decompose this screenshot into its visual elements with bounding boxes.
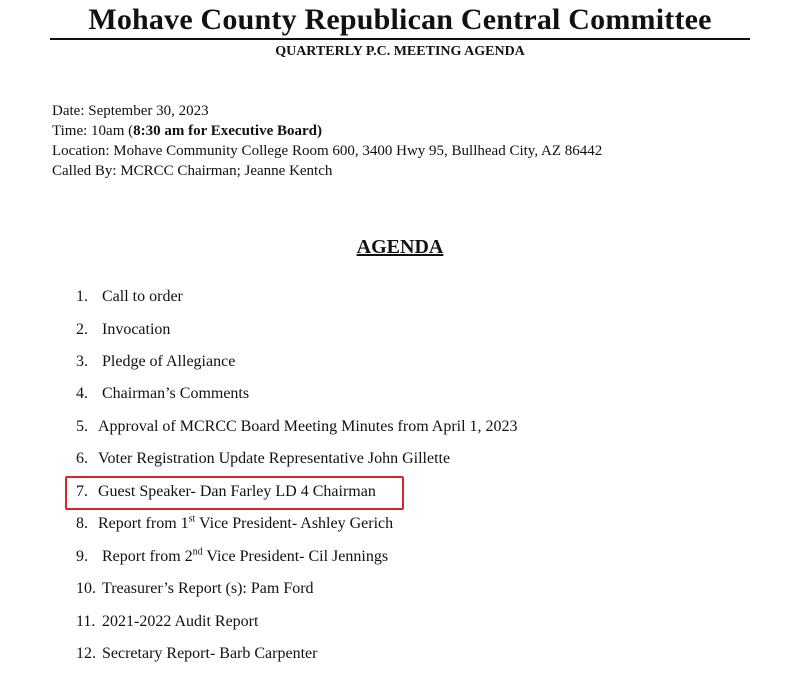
agenda-item-text: Guest Speaker- Dan Farley LD 4 Chairman (98, 483, 376, 500)
agenda-item (76, 352, 235, 372)
agenda-item-number: 8. (76, 515, 88, 532)
meeting-time-prefix: Time: 10am ( (52, 123, 134, 139)
agenda-item-text: Voter Registration Update Representative John Gillette (98, 450, 451, 467)
agenda-item-number: 10. (76, 580, 96, 597)
meeting-called-by: Called By: MCRCC Chairman; Jeanne Kentch (52, 163, 333, 179)
agenda-item (76, 417, 518, 437)
agenda-item (76, 287, 183, 307)
agenda-item (76, 579, 314, 599)
committee-title: Mohave County Republican Central Committee (88, 3, 712, 36)
meeting-details (52, 101, 602, 181)
agenda-item-text: Approval of MCRCC Board Meeting Minutes from April 1, 2023 (98, 418, 518, 435)
agenda-item-number: 7. (76, 483, 88, 500)
meeting-time (52, 121, 602, 141)
agenda-item-text: Pledge of Allegiance (102, 353, 236, 370)
agenda-item (76, 449, 450, 469)
agenda-item-text-start: Report from 2 (102, 548, 193, 565)
highlight-box (65, 476, 404, 510)
agenda-item-text: Invocation (102, 321, 171, 338)
agenda-item (76, 644, 317, 664)
agenda-item-text: Chairman’s Comments (102, 385, 250, 402)
agenda-item (76, 514, 393, 534)
agenda-item-number: 3. (76, 353, 88, 370)
agenda-item-number: 12. (76, 645, 96, 662)
document-subtitle: QUARTERLY P.C. MEETING AGENDA (275, 44, 525, 59)
agenda-item (76, 612, 258, 632)
agenda-item-text: 2021-2022 Audit Report (102, 613, 259, 630)
agenda-item-number: 2. (76, 321, 88, 338)
agenda-item-text-end: Vice President- Ashley Gerich (195, 515, 394, 532)
agenda-item-text-start: Report from 1 (98, 515, 189, 532)
meeting-time-executive: 8:30 am for Executive Board) (133, 123, 322, 139)
agenda-item-text-end: Vice President- Cil Jennings (202, 548, 389, 565)
agenda-item (76, 384, 249, 404)
agenda-item-number: 9. (76, 548, 88, 565)
agenda-item-text: Call to order (102, 288, 183, 305)
agenda-item-number: 5. (76, 418, 88, 435)
agenda-item-number: 1. (76, 288, 88, 305)
agenda-item (76, 320, 170, 340)
ordinal-suffix: nd (192, 546, 203, 558)
agenda-item-number: 4. (76, 385, 88, 402)
meeting-location: Location: Mohave Community College Room 600, 3400 Hwy 95, Bullhead City, AZ 86442 (52, 143, 603, 159)
agenda-item-text: Secretary Report- Barb Carpenter (102, 645, 318, 662)
agenda-item-text: Treasurer’s Report (s): Pam Ford (102, 580, 314, 597)
agenda-item (76, 547, 388, 567)
meeting-date: Date: September 30, 2023 (52, 103, 209, 119)
agenda-heading: AGENDA (356, 236, 444, 258)
agenda-item-number: 6. (76, 450, 88, 467)
title-underline (50, 38, 750, 40)
agenda-item-number: 11. (76, 613, 96, 630)
ordinal-suffix: st (188, 513, 196, 525)
